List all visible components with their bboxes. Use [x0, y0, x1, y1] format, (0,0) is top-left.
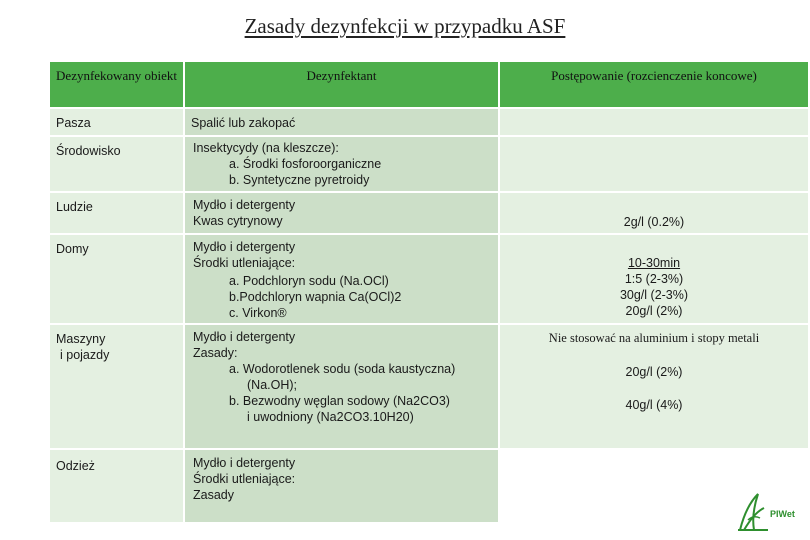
- agent-line: b. Bezwodny węglan sodowy (Na2CO3): [229, 394, 450, 408]
- procedure-value: 10-30min: [627, 256, 681, 270]
- agent-label: Spalić lub zakopać: [191, 116, 296, 130]
- agent-line: Środki utleniające:: [193, 472, 296, 486]
- header-procedure-label: Postępowanie (rozcienczenie koncowe): [551, 68, 757, 83]
- agent-line: Środki utleniające:: [193, 256, 296, 270]
- row-domy-procedure: [500, 235, 808, 323]
- object-label: i pojazdy: [60, 348, 110, 362]
- agent-line: Zasady: [193, 488, 234, 502]
- row-maszyny-agent: [185, 325, 498, 448]
- agent-line: Mydło i detergenty: [193, 198, 296, 212]
- row-domy-object: [50, 235, 183, 323]
- procedure-value: 2g/l (0.2%): [623, 215, 685, 229]
- object-label: Domy: [56, 242, 89, 256]
- row-ludzie-object: [50, 193, 183, 233]
- header-object-label: Dezynfekowany obiekt: [56, 68, 177, 83]
- header-object: [50, 62, 183, 107]
- procedure-value: 30g/l (2-3%): [619, 288, 689, 302]
- agent-line: Mydło i detergenty: [193, 330, 296, 344]
- agent-line: Mydło i detergenty: [193, 456, 296, 470]
- row-odziez-agent: [185, 450, 498, 522]
- agent-line: (Na.OH);: [247, 378, 297, 392]
- row-odziez-object: [50, 450, 183, 522]
- procedure-note: Nie stosować na aluminium i stopy metali: [548, 331, 760, 345]
- row-ludzie-procedure: [500, 193, 808, 233]
- row-srodowisko-object: [50, 137, 183, 191]
- agent-line: a. Wodorotlenek sodu (soda kaustyczna): [229, 362, 456, 376]
- agent-line: Mydło i detergenty: [193, 240, 296, 254]
- row-maszyny-object: [50, 325, 183, 448]
- object-label: Środowisko: [56, 144, 121, 158]
- row-maszyny-procedure: [500, 325, 808, 448]
- procedure-value: 40g/l (4%): [625, 398, 683, 412]
- agent-line: Insektycydy (na kleszcze):: [193, 141, 339, 155]
- agent-line: Zasady:: [193, 346, 238, 360]
- row-pasza-procedure: [500, 109, 808, 135]
- row-srodowisko-procedure: [500, 137, 808, 191]
- agent-line: b. Syntetyczne pyretroidy: [229, 173, 370, 187]
- procedure-value: 20g/l (2%): [625, 365, 683, 379]
- agent-line: i uwodniony (Na2CO3.10H20): [247, 410, 414, 424]
- header-procedure: [500, 62, 808, 107]
- procedure-value: 20g/l (2%): [625, 304, 683, 318]
- object-label: Ludzie: [56, 200, 93, 214]
- object-label: Odzież: [56, 459, 95, 473]
- agent-line: a. Środki fosforoorganiczne: [229, 157, 382, 171]
- page-title: Zasady dezynfekcji w przypadku ASF: [244, 14, 566, 38]
- row-srodowisko-agent: [185, 137, 498, 191]
- object-label: Maszyny: [56, 332, 106, 346]
- logo-text: PIWet: [770, 509, 795, 519]
- row-pasza-object: [50, 109, 183, 135]
- agent-line: Kwas cytrynowy: [193, 214, 283, 228]
- agent-line: b.Podchloryn wapnia Ca(OCl)2: [229, 290, 402, 304]
- header-agent: [185, 62, 498, 107]
- procedure-value: 1:5 (2-3%): [624, 272, 684, 286]
- agent-line: a. Podchloryn sodu (Na.OCl): [229, 274, 389, 288]
- header-agent-label: Dezynfektant: [306, 68, 377, 83]
- row-domy-agent: [185, 235, 498, 323]
- object-label: Pasza: [56, 116, 91, 130]
- agent-line: c. Virkon®: [229, 306, 287, 320]
- row-ludzie-agent: [185, 193, 498, 233]
- row-pasza-agent: [185, 109, 498, 135]
